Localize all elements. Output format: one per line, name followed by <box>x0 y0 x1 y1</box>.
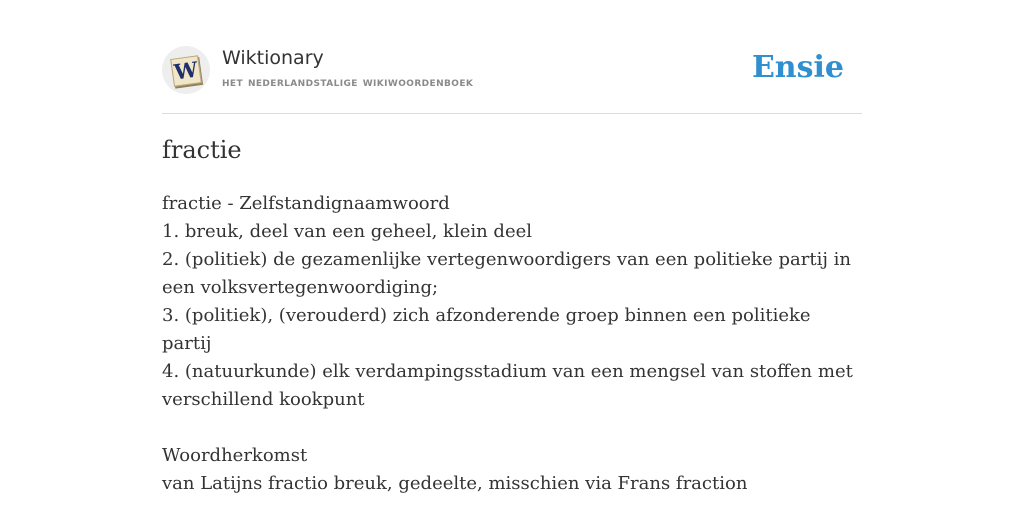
entry-title: fractie <box>162 136 242 164</box>
section-spacer <box>162 414 862 442</box>
entry-body <box>162 190 862 498</box>
definition-2: 2. (politiek) de gezamenlijke vertegenwoordigers van een politieke partij in een volksvertegenwoordiging; <box>162 249 851 298</box>
wiktionary-logo-icon[interactable] <box>162 46 210 94</box>
ensie-brand-link[interactable]: Ensie <box>751 50 844 85</box>
site-tagline: het nederlandstalige wikiwoordenboek <box>222 75 474 90</box>
etymology-heading: Woordherkomst <box>162 445 308 466</box>
definition-1: 1. breuk, deel van een geheel, klein deel <box>162 221 533 242</box>
definition-4: 4. (natuurkunde) elk verdampingsstadium van een mengsel van stoffen met verschillend kookpunt <box>162 361 853 410</box>
site-name[interactable]: Wiktionary <box>222 47 324 69</box>
definition-3: 3. (politiek), (verouderd) zich afzonderende groep binnen een politieke partij <box>162 305 811 354</box>
logo-letter: W <box>170 55 202 87</box>
part-of-speech-line: fractie - Zelfstandignaamwoord <box>162 193 450 214</box>
site-header <box>162 44 862 114</box>
etymology-text: van Latijns fractio breuk, gedeelte, misschien via Frans fraction <box>162 473 748 494</box>
